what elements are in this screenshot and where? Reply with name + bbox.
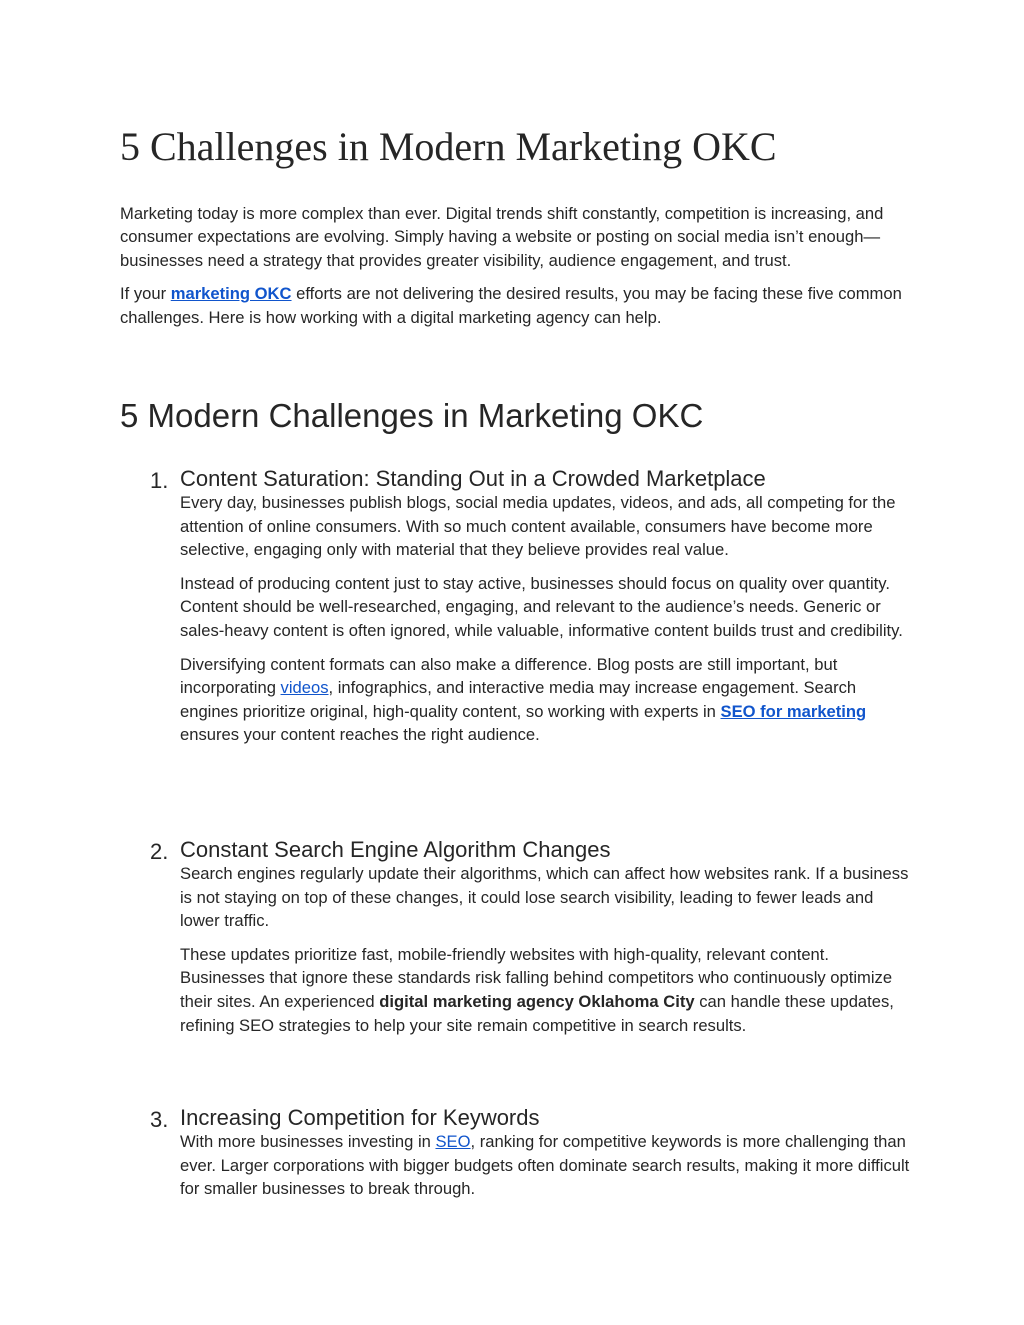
list-item-heading: Increasing Competition for Keywords bbox=[180, 1105, 540, 1130]
intro-text-before-link: If your bbox=[120, 284, 171, 304]
paragraph-text: These updates prioritize fast, mobile-friendly websites with high-quality, relevant content. Businesses that ignore these standards risk falling behind competitors who continuously optimize their sites. An experienced bbox=[180, 944, 893, 1011]
list-item-paragraph bbox=[180, 653, 910, 747]
paragraph-text: Diversifying content formats can also make a difference. Blog posts are still important, but incorporating bbox=[180, 654, 838, 698]
paragraph-text: , infographics, and interactive media may increase engagement. Search engines prioritize original, high-quality content, so working with experts in bbox=[180, 678, 857, 721]
paragraph-text: With more businesses investing in bbox=[180, 1132, 436, 1151]
list-item-paragraph: Every day, businesses publish blogs, social media updates, videos, and ads, all competing for the attention of online consumers. With so much content available, consumers have become more selective, engaging only with material that they believe provides real value. bbox=[180, 493, 896, 560]
list-item-heading: Content Saturation: Standing Out in a Crowded Marketplace bbox=[180, 466, 766, 491]
list-item-paragraph: Instead of producing content just to stay active, businesses should focus on quality over quantity. Content should be well-researched, engaging, and relevant to the audience’s needs. Generic or sales-heavy content is often ignored, while valuable, informative content builds trust and credibility. bbox=[180, 573, 903, 640]
list-item-number: 2. bbox=[150, 839, 169, 864]
paragraph-text: , ranking for competitive keywords is more challenging than ever. Larger corporations with bigger budgets often dominate search results, making it more difficult for smaller businesses to break through. bbox=[180, 1132, 910, 1199]
page-title: 5 Challenges in Modern Marketing OKC bbox=[120, 124, 777, 169]
paragraph-text: can handle these updates, refining SEO strategies to help your site remain competitive in search results. bbox=[180, 991, 894, 1035]
videos-link[interactable]: videos bbox=[280, 678, 329, 698]
list-item-heading: Constant Search Engine Algorithm Changes bbox=[180, 837, 611, 862]
intro-text-after-link: efforts are not delivering the desired results, you may be facing these five common challenges. Here is how working with a digital marketing agency can help. bbox=[120, 284, 902, 327]
list-item-body bbox=[180, 838, 910, 1047]
intro-section bbox=[120, 202, 910, 339]
bold-phrase: digital marketing agency Oklahoma City bbox=[379, 991, 695, 1011]
list-item-paragraph: Search engines regularly update their algorithms, which can affect how websites rank. If a business is not staying on top of these changes, it could lose search visibility, leading to fewer leads and lower traffic. bbox=[180, 864, 909, 931]
seo-for-marketing-link[interactable]: SEO for marketing bbox=[720, 701, 867, 721]
list-item-paragraph bbox=[180, 943, 910, 1037]
intro-paragraph-1: Marketing today is more complex than ever. Digital trends shift constantly, competition is increasing, and consumer expectations are evolving. Simply having a website or posting on social media isn’t enough—businesses need a strategy that provides greater visibility, audience engagement, and trust. bbox=[120, 204, 884, 270]
list-item-paragraph bbox=[180, 1130, 910, 1201]
list-item-body bbox=[180, 467, 910, 757]
paragraph-text: ensures your content reaches the right audience. bbox=[180, 725, 540, 745]
marketing-okc-link[interactable]: marketing OKC bbox=[170, 284, 292, 304]
seo-link[interactable]: SEO bbox=[435, 1132, 471, 1151]
section-heading: 5 Modern Challenges in Marketing OKC bbox=[120, 397, 704, 434]
intro-paragraph-2 bbox=[120, 282, 910, 329]
list-item-number: 1. bbox=[150, 468, 169, 493]
list-item-number: 3. bbox=[150, 1107, 169, 1132]
list-item-body bbox=[180, 1106, 910, 1211]
